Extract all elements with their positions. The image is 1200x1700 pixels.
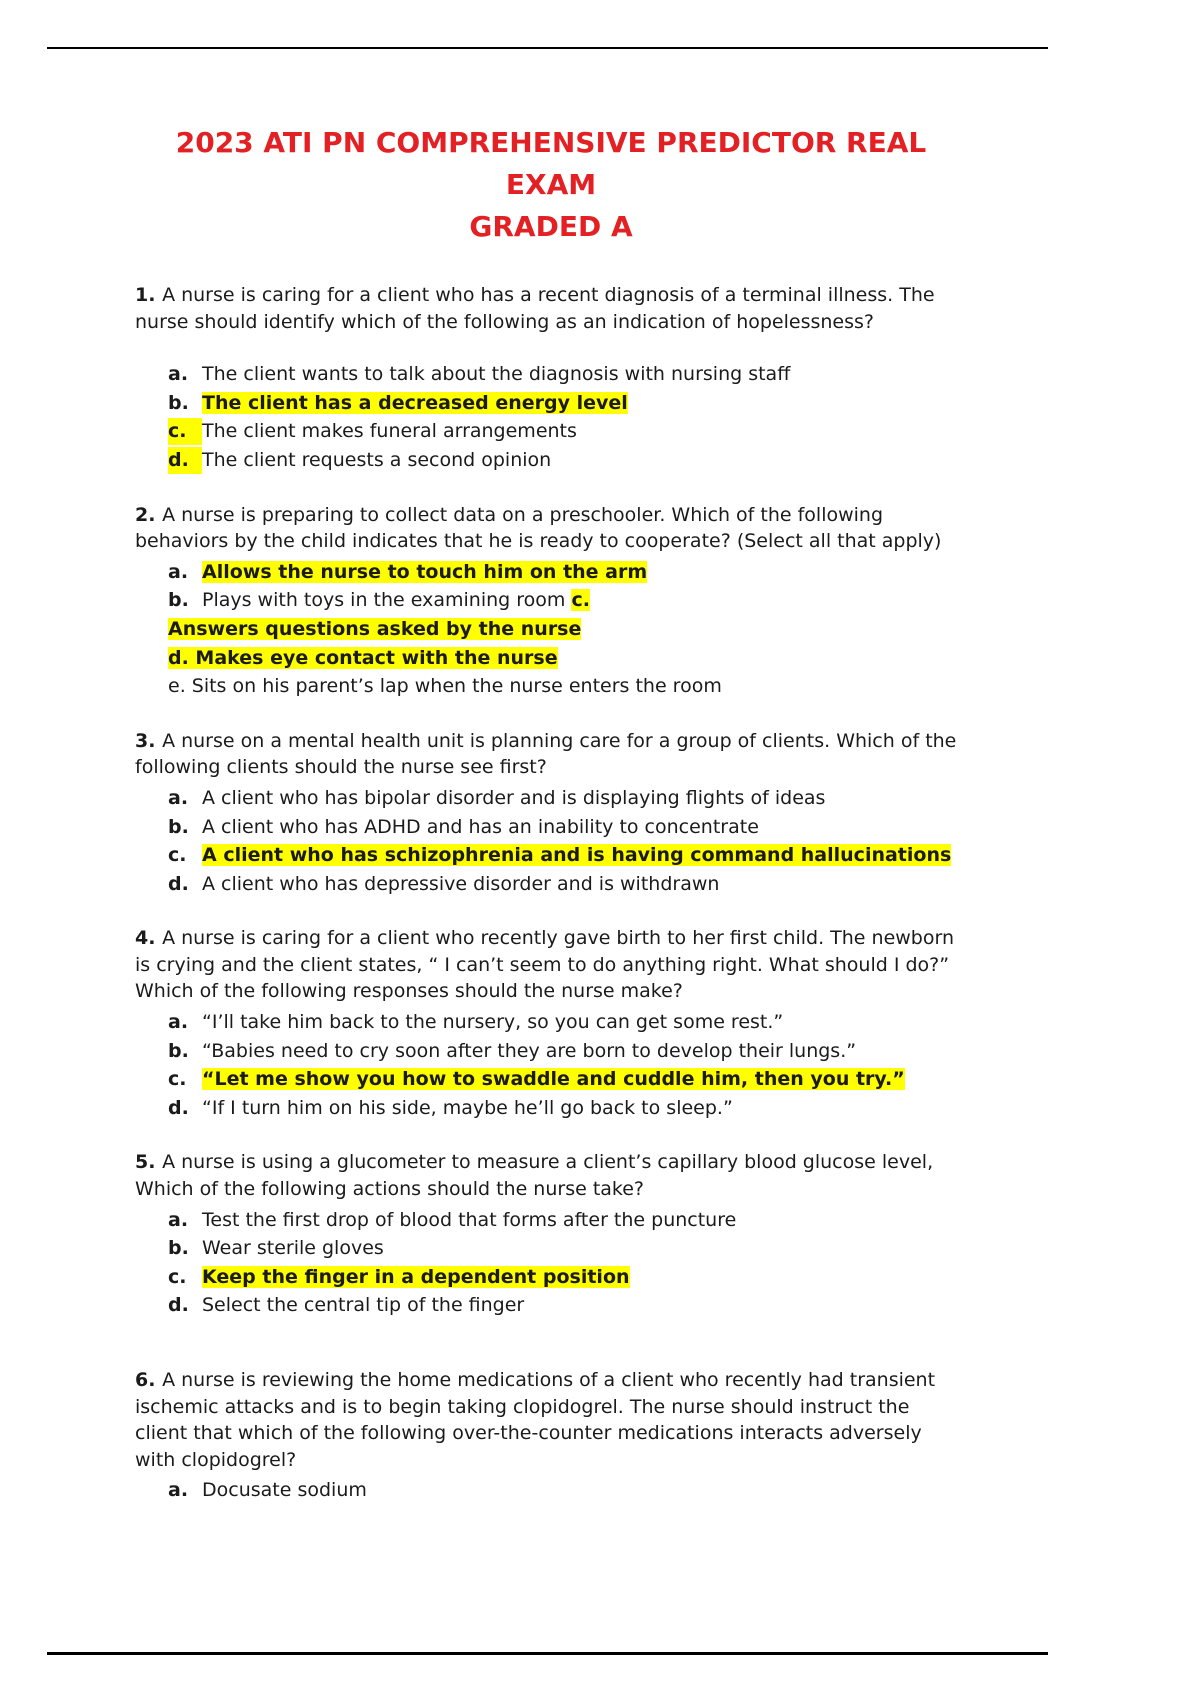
- option-letter: a.: [168, 1011, 189, 1034]
- exam-title-line1: 2023 ATI PN COMPREHENSIVE PREDICTOR REAL EXAM: [175, 126, 927, 201]
- option-letter: a.: [168, 1208, 189, 1231]
- question-1: [135, 282, 967, 474]
- option-letter: d.: [168, 872, 189, 895]
- option-text: The client wants to talk about the diagnosis with nursing staff: [202, 363, 791, 386]
- answer-option: [135, 559, 967, 586]
- option-letter: c.: [168, 844, 187, 867]
- option-letter: c.: [168, 1265, 187, 1288]
- option-text: “Let me show you how to swaddle and cuddle him, then you try.”: [202, 1068, 905, 1091]
- answer-option: [135, 871, 967, 898]
- option-text: e. Sits on his parent’s lap when the nurse enters the room: [168, 675, 722, 698]
- option-text: A client who has bipolar disorder and is displaying flights of ideas: [202, 786, 826, 809]
- option-letter: b.: [168, 589, 189, 612]
- option-text: Keep the finger in a dependent position: [202, 1265, 630, 1288]
- option-text: Wear sterile gloves: [202, 1237, 384, 1260]
- question-stem: 4. A nurse is caring for a client who recently gave birth to her first child. The newborn is crying and the client states, “ I can’t seem to do anything right. What should I do?” Which of the following responses should the nurse make?: [135, 927, 955, 1003]
- option-letter: b.: [168, 391, 189, 414]
- answer-option: [135, 390, 967, 417]
- option-letter: b.: [168, 1237, 189, 1260]
- option-text: Test the first drop of blood that forms after the puncture: [202, 1208, 737, 1231]
- option-letter: a.: [168, 786, 189, 809]
- option-text: c.: [571, 589, 590, 612]
- answer-option: [135, 1477, 967, 1504]
- option-text: A client who has schizophrenia and is having command hallucinations: [202, 844, 952, 867]
- option-letter: d.: [168, 1096, 189, 1119]
- answer-option: [135, 645, 967, 672]
- option-letter: a.: [168, 560, 189, 583]
- question-4: [135, 925, 967, 1121]
- answer-option: [135, 1095, 967, 1122]
- answer-option: [135, 361, 967, 388]
- option-text: Docusate sodium: [202, 1479, 367, 1502]
- question-number: 3.: [135, 729, 163, 752]
- option-text: A client who has depressive disorder and is withdrawn: [202, 872, 720, 895]
- option-text: Allows the nurse to touch him on the arm: [202, 560, 648, 583]
- option-letter: a.: [168, 363, 189, 386]
- question-number: 4.: [135, 927, 163, 950]
- option-text: Select the central tip of the finger: [202, 1294, 525, 1317]
- option-text: The client has a decreased energy level: [202, 391, 628, 414]
- option-letter: d.: [168, 1294, 189, 1317]
- answer-option: [135, 418, 967, 445]
- option-text: “I’ll take him back to the nursery, so you can get some rest.”: [202, 1011, 784, 1034]
- answer-option: [135, 1009, 967, 1036]
- question-stem: 1. A nurse is caring for a client who has a recent diagnosis of a terminal illness. The nurse should identify which of the following as an indication of hopelessness?: [135, 284, 935, 333]
- answer-option: [135, 1038, 967, 1065]
- answer-option: [135, 587, 967, 614]
- option-letter: c.: [168, 1068, 187, 1091]
- question-stem: 2. A nurse is preparing to collect data on a preschooler. Which of the following behaviors by the child indicates that he is ready to cooperate? (Select all that apply): [135, 503, 942, 553]
- question-number: 2.: [135, 503, 163, 526]
- exam-title: [135, 122, 967, 248]
- top-rule: [47, 47, 1048, 49]
- option-text: Plays with toys in the examining room: [202, 589, 572, 612]
- question-number: 6.: [135, 1369, 163, 1391]
- answer-option: [135, 447, 967, 474]
- option-text: d. Makes eye contact with the nurse: [168, 646, 558, 669]
- question-number: 5.: [135, 1151, 163, 1174]
- answer-option: [135, 1235, 967, 1262]
- option-text: “Babies need to cry soon after they are born to develop their lungs.”: [202, 1039, 857, 1062]
- option-letter: b.: [168, 815, 189, 838]
- document-content: [135, 122, 967, 1532]
- answer-option: [135, 785, 967, 812]
- option-letter: d.: [168, 447, 202, 474]
- option-text: A client who has ADHD and has an inability to concentrate: [202, 815, 759, 838]
- exam-title-line2: GRADED A: [469, 210, 633, 243]
- option-text: The client requests a second opinion: [202, 448, 552, 471]
- option-text: The client makes funeral arrangements: [202, 420, 577, 443]
- answer-option: [135, 1264, 967, 1291]
- answer-option: [135, 814, 967, 841]
- question-2: [135, 502, 967, 700]
- option-letter: b.: [168, 1039, 189, 1062]
- question-number: 1.: [135, 284, 163, 306]
- option-letter: c.: [168, 418, 202, 445]
- answer-option: [135, 616, 967, 643]
- question-stem: 3. A nurse on a mental health unit is planning care for a group of clients. Which of the following clients should the nurse see first?: [135, 729, 957, 779]
- question-5: [135, 1149, 967, 1319]
- answer-option: [135, 673, 967, 700]
- answer-option: [135, 1066, 967, 1093]
- question-stem: 6. A nurse is reviewing the home medications of a client who recently had transient ischemic attacks and is to begin taking clopidogrel. The nurse should instruct the client that which of the following over-the-counter medications interacts adversely with clopidogrel?: [135, 1369, 936, 1471]
- bottom-rule: [47, 1652, 1048, 1655]
- question-3: [135, 728, 967, 898]
- question-stem: 5. A nurse is using a glucometer to measure a client’s capillary blood glucose level, Which of the following actions should the nurse take?: [135, 1151, 934, 1201]
- answer-option: [135, 1207, 967, 1234]
- questions-list: [135, 282, 967, 1504]
- option-text: Answers questions asked by the nurse: [168, 617, 582, 640]
- answer-option: [135, 1292, 967, 1319]
- question-6: [135, 1367, 967, 1504]
- option-text: “If I turn him on his side, maybe he’ll go back to sleep.”: [202, 1096, 733, 1119]
- answer-option: [135, 842, 967, 869]
- option-letter: a.: [168, 1479, 189, 1502]
